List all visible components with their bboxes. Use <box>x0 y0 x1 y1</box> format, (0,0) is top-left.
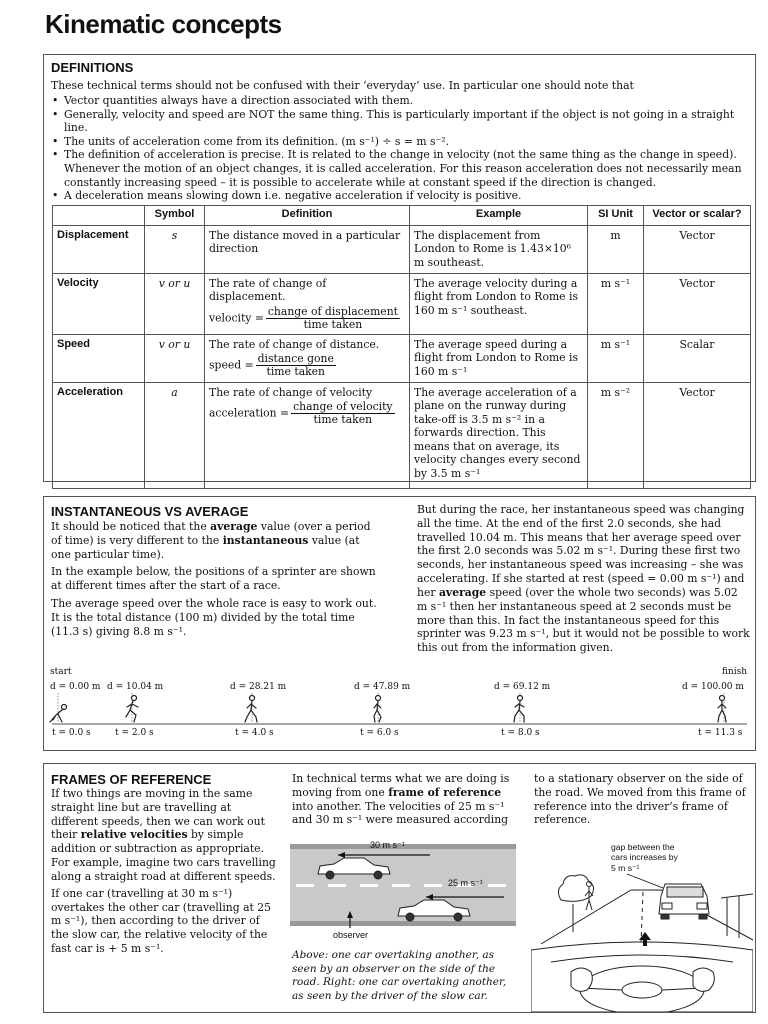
unit-cell: m s⁻² <box>588 382 644 488</box>
vector-scalar-cell: Scalar <box>644 334 751 382</box>
instantaneous-paragraph-1: It should be noticed that the average value (over a period of time) is very different to the instantaneous value (at one particular time). <box>51 520 371 561</box>
symbol-cell: a <box>145 382 205 488</box>
table-header-cell: SI Unit <box>588 206 644 226</box>
definition-cell: The rate of change of velocity acceleration = $\frac{\text{change of velocity}}{\text{time taken}}$ <box>205 382 410 488</box>
example-cell: The displacement from London to Rome is 1.43×10⁶ m southeast. <box>410 226 588 274</box>
quantity-cell: Velocity <box>53 274 145 335</box>
table-row <box>53 226 751 274</box>
fast-car-speed-label: 30 m s⁻¹ <box>370 840 405 850</box>
vector-scalar-cell: Vector <box>644 382 751 488</box>
instantaneous-paragraph-2: In the example below, the positions of a sprinter are shown at different times after the start of a race. <box>51 565 376 593</box>
sprinter-icon <box>245 696 257 723</box>
unit-cell: m s⁻¹ <box>588 274 644 335</box>
frames-column-2: In technical terms what we are doing is moving from one frame of reference into another. The velocities of 25 m s⁻¹ and 30 m s⁻¹ were measured according <box>292 772 510 827</box>
instantaneous-section <box>43 496 756 751</box>
frames-paragraph-2: If one car (travelling at 30 m s⁻¹) overtakes the other car (travelling at 25 m s⁻¹), then according to the driver of the slow car, the relative velocity of the fast car is + 5 m s⁻¹. <box>51 886 272 955</box>
frames-heading: FRAMES OF REFERENCE <box>51 772 212 787</box>
instantaneous-left-text <box>51 520 381 643</box>
frames-section <box>43 763 756 1013</box>
kinematics-table <box>52 205 751 489</box>
definitions-section <box>43 54 756 482</box>
sprinter-track-figure <box>44 665 757 751</box>
table-header-cell: Symbol <box>145 206 205 226</box>
road-figure <box>290 842 516 946</box>
symbol-cell: v or u <box>145 334 205 382</box>
definition-cell: The rate of change of displacement. velocity = $\frac{\text{change of displacement}}{\text{time taken}}$ <box>205 274 410 335</box>
table-header-cell: Definition <box>205 206 410 226</box>
time-label: t = 2.0 s <box>115 728 154 738</box>
instantaneous-heading: INSTANTANEOUS VS AVERAGE <box>51 504 249 519</box>
frames-column-3: to a stationary observer on the side of the road. We moved from this frame of reference into the driver’s frame of reference. <box>534 772 746 827</box>
distance-label: d = 100.00 m <box>682 682 744 692</box>
car-ahead-icon <box>659 884 709 919</box>
quantity-cell: Acceleration <box>53 382 145 488</box>
table-header-cell: Vector or scalar? <box>644 206 751 226</box>
finish-label: finish <box>721 667 747 677</box>
distance-label: d = 10.04 m <box>107 682 164 692</box>
gap-label: gap between the cars increases by 5 m s⁻¹ <box>611 842 678 873</box>
symbol-cell: s <box>145 226 205 274</box>
table-header-cell <box>53 206 145 226</box>
table-row <box>53 382 751 488</box>
definition-bullet: • Vector quantities always have a direction associated with them. <box>51 94 753 108</box>
vector-scalar-cell: Vector <box>644 274 751 335</box>
quantity-cell: Speed <box>53 334 145 382</box>
table-header-row <box>53 206 751 226</box>
definition-cell: The rate of change of distance. speed = $\frac{\text{distance gone}}{\text{time taken}}$ <box>205 334 410 382</box>
instantaneous-right-text: But during the race, her instantaneous speed was changing all the time. At the end of the first 2.0 seconds, she had travelled 10.04 m. This means that her average speed over the first 2.0 seconds was 5.02 m s⁻¹. During these first two seconds, her instantaneous speed was increasing – she was accelerating. If she started at rest (speed = 0.00 m s⁻¹) and her average speed (over the whole two seconds) was 5.02 m s⁻¹ then her instantaneous speed at 2 seconds must be more than this. In fact the instantaneous speed for this sprinter was 9.23 m s⁻¹, but it would not be possible to work this out from the information given. <box>417 503 750 655</box>
formula: speed = $\frac{\text{distance gone}}{\text{time taken}}$ <box>209 352 334 379</box>
figure-caption: Above: one car overtaking another, as seen by an observer on the side of the road. Right: one car overtaking another, as seen by the driver of the slow car. <box>292 949 507 1002</box>
observer-label: observer <box>333 930 369 940</box>
definition-bullet: • A deceleration means slowing down i.e. negative acceleration if velocity is positive. <box>51 189 753 203</box>
time-label: t = 6.0 s <box>360 728 399 738</box>
unit-cell: m <box>588 226 644 274</box>
formula: acceleration = $\frac{\text{change of velocity}}{\text{time taken}}$ <box>209 400 393 427</box>
time-label: t = 8.0 s <box>501 728 540 738</box>
distance-label: d = 69.12 m <box>494 682 551 692</box>
definitions-heading: DEFINITIONS <box>51 60 134 75</box>
start-label: start <box>50 667 72 677</box>
sprinter-finish-icon <box>718 696 726 723</box>
symbol-cell: v or u <box>145 274 205 335</box>
table-row <box>53 334 751 382</box>
example-cell: The average acceleration of a plane on the runway during take-off is 3.5 m s⁻² in a forwards direction. This means that on average, its velocity changes every second by 3.5 m s⁻¹ <box>410 382 588 488</box>
definitions-bullet-list <box>51 94 753 203</box>
definition-bullet: • The units of acceleration come from its definition. (m s⁻¹) ÷ s = m s⁻². <box>51 135 753 149</box>
page-title: Kinematic concepts <box>45 9 282 39</box>
instantaneous-paragraph-3: The average speed over the whole race is easy to work out. It is the total distance (100 m) divided by the total time (11.3 s) giving 8.8 m s⁻¹. <box>51 597 377 638</box>
example-cell: The average speed during a flight from London to Rome is 160 m s⁻¹ <box>410 334 588 382</box>
table-row <box>53 274 751 335</box>
definition-bullet: • The definition of acceleration is precise. It is related to the change in velocity (not the same thing as the change in speed). Whenever the motion of an object changes, it is called acceleration. For this reason acceleration does not necessarily mean constantly increasing speed – it is possible to accelerate while at constant speed if the direction is changed. <box>51 148 753 189</box>
unit-cell: m s⁻¹ <box>588 334 644 382</box>
distance-label: d = 0.00 m <box>50 682 101 692</box>
driver-view-figure <box>531 840 753 1012</box>
sprinter-start-icon <box>50 705 67 723</box>
road-illustration <box>290 842 516 946</box>
time-label: t = 11.3 s <box>698 728 743 738</box>
vector-scalar-cell: Vector <box>644 226 751 274</box>
quantity-cell: Displacement <box>53 226 145 274</box>
time-label: t = 4.0 s <box>235 728 274 738</box>
time-label: t = 0.0 s <box>52 728 91 738</box>
sprinter-icon <box>374 696 381 723</box>
frames-paragraph-1: If two things are moving in the same straight line but are travelling at different speeds, then we can work out their relative velocities by simple addition or subtraction as appropriate. For example, imagine two cars travelling along a straight road at different speeds. <box>51 787 276 883</box>
sprinter-icon <box>514 696 524 723</box>
definition-cell: The distance moved in a particular direction <box>205 226 410 274</box>
table-header-cell: Example <box>410 206 588 226</box>
distance-label: d = 28.21 m <box>230 682 287 692</box>
slow-car-speed-label: 25 m s⁻¹ <box>448 878 483 888</box>
definitions-intro: These technical terms should not be confused with their ‘everyday’ use. In particular one should note that <box>51 79 634 92</box>
formula: velocity = $\frac{\text{change of displacement}}{\text{time taken}}$ <box>209 304 398 331</box>
definition-bullet: • Generally, velocity and speed are NOT the same thing. This is particularly important if the object is not going in a straight line. <box>51 108 753 135</box>
example-cell: The average velocity during a flight from London to Rome is 160 m s⁻¹ southeast. <box>410 274 588 335</box>
distance-label: d = 47.89 m <box>354 682 411 692</box>
frames-column-1 <box>51 787 276 959</box>
